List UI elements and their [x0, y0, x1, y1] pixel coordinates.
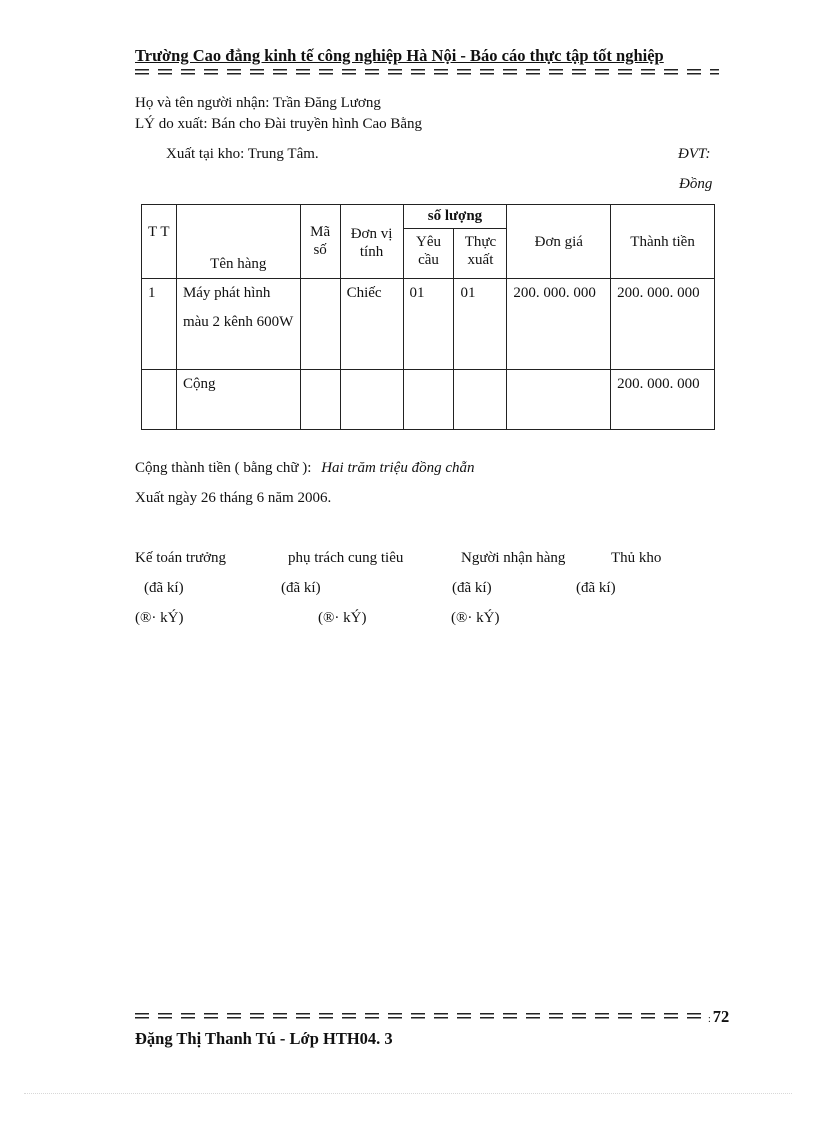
goods-table	[141, 204, 715, 430]
row-code	[300, 279, 340, 370]
unit-value: Đồng	[679, 176, 713, 192]
legacy-sign-note-3: (®· kÝ)	[451, 610, 500, 626]
header-code: Mã số	[300, 205, 340, 279]
header-tt: T T	[142, 205, 177, 279]
row-qty-requested: 01	[403, 279, 454, 370]
amount-in-words-value: Hai trăm triệu đồng chẵn	[321, 460, 475, 476]
page-bottom-border	[24, 1093, 792, 1094]
header-unit: Đơn vị tính	[340, 205, 403, 279]
header-qty-requested: Yêu cầu	[403, 229, 454, 279]
issue-date: Xuất ngày 26 tháng 6 năm 2006.	[135, 490, 332, 506]
footer-author: Đặng Thị Thanh Tú - Lớp HTH04. 3	[135, 1029, 393, 1048]
row-qty-actual: 01	[454, 279, 507, 370]
recipient-line: Họ và tên người nhận: Trần Đăng Lương	[135, 95, 381, 111]
page-number: : 72	[708, 1007, 730, 1026]
page-header-title: Trường Cao đẳng kinh tế công nghiệp Hà Nội - Báo cáo thực tập tốt nghiệp	[135, 46, 664, 65]
row-tt: 1	[142, 279, 177, 370]
amount-in-words	[135, 460, 475, 477]
header-unit-price: Đơn giá	[507, 205, 611, 279]
reason-line: LÝ do xuất: Bán cho Đài truyền hình Cao Bằng	[135, 116, 423, 132]
row-amount: 200. 000. 000	[611, 279, 715, 370]
table-row	[142, 279, 715, 370]
legacy-sign-note-2: (®· kÝ)	[318, 610, 367, 626]
warehouse-line: Xuất tại kho: Trung Tâm.	[166, 146, 319, 162]
total-amount: 200. 000. 000	[611, 370, 715, 430]
table-total-row	[142, 370, 715, 430]
header-amount: Thành tiền	[611, 205, 715, 279]
row-item-name: Máy phát hình màu 2 kênh 600W	[176, 279, 300, 370]
amount-in-words-label: Cộng thành tiền ( bằng chữ ):	[135, 460, 312, 476]
header-qty-actual: Thực xuất	[454, 229, 507, 279]
legacy-sign-note-1: (®· kÝ)	[135, 610, 184, 626]
signed-note-2: (đã kí)	[281, 580, 321, 596]
signature-title-supply: phụ trách cung tiêu	[288, 550, 404, 566]
signed-note-1: (đã kí)	[144, 580, 184, 596]
signature-title-storekeeper: Thủ kho	[611, 550, 662, 566]
header-quantity-group: số lượng	[403, 205, 507, 229]
signed-note-3: (đã kí)	[452, 580, 492, 596]
header-item-name: Tên hàng	[176, 205, 300, 279]
unit-label: ĐVT:	[678, 146, 711, 162]
signature-title-chief-accountant: Kế toán trưởng	[135, 550, 227, 566]
row-unit: Chiếc	[340, 279, 403, 370]
signed-note-4: (đã kí)	[576, 580, 616, 596]
row-unit-price: 200. 000. 000	[507, 279, 611, 370]
signature-title-receiver: Người nhận hàng	[461, 550, 566, 566]
header-double-dash-rule	[135, 68, 719, 76]
total-label: Cộng	[176, 370, 300, 430]
footer-double-dash-rule	[135, 1012, 705, 1020]
